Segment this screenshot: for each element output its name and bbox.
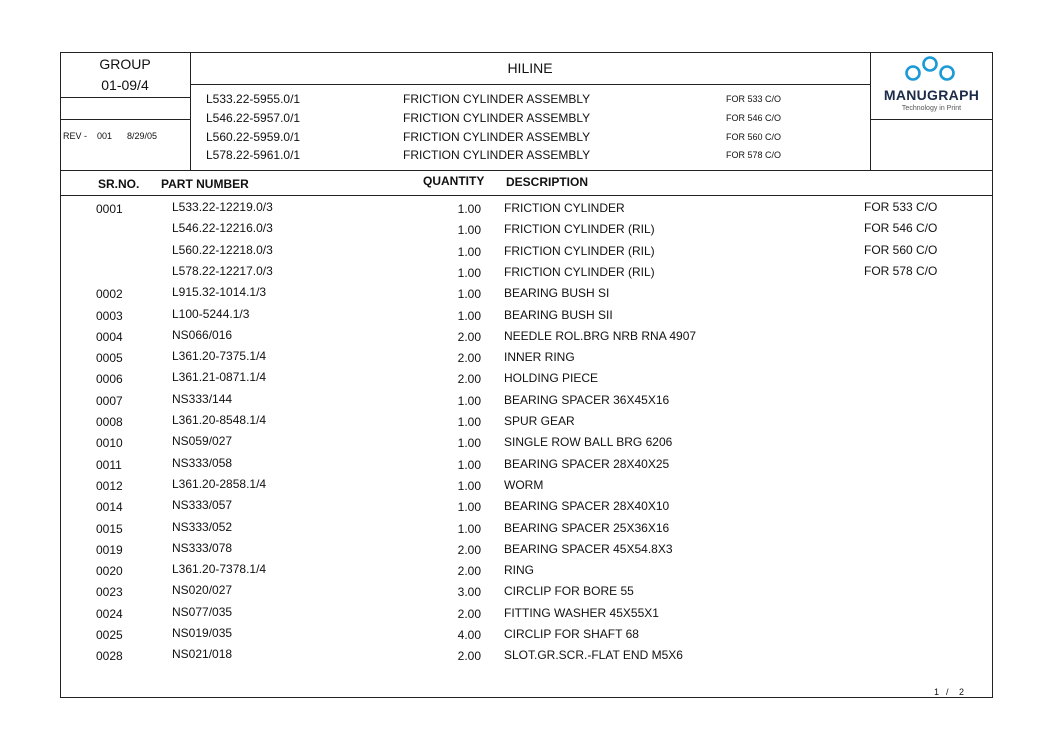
row-srno: 0015: [96, 521, 123, 536]
group-divider: [60, 97, 190, 98]
page-number: 1: [934, 687, 940, 697]
row-description: FRICTION CYLINDER: [504, 201, 625, 215]
page-separator: /: [946, 687, 949, 697]
row-part-number: L361.20-7378.1/4: [172, 562, 267, 577]
row-part-number: NS059/027: [172, 434, 233, 449]
row-quantity: 1.00: [457, 244, 481, 259]
row-description: SLOT.GR.SCR.-FLAT END M5X6: [504, 648, 683, 663]
row-part-number: NS333/078: [172, 540, 233, 555]
logo-tagline: Technology in Print: [901, 105, 962, 112]
row-part-number: NS020/027: [172, 583, 233, 598]
row-quantity: 1.00: [457, 308, 481, 323]
row-description: FRICTION CYLINDER (RIL): [504, 264, 655, 279]
row-part-number: NS333/144: [172, 391, 233, 406]
assembly-part: L578.22-5961.0/1: [206, 148, 301, 162]
column-header-divider: [60, 195, 993, 196]
row-quantity: 2.00: [457, 372, 481, 387]
rev-number: 001: [97, 131, 113, 141]
row-description: BEARING SPACER 28X40X10: [504, 499, 670, 514]
row-part-number: NS333/057: [172, 498, 233, 513]
assembly-description: FRICTION CYLINDER ASSEMBLY: [403, 111, 591, 125]
rev-divider: [60, 119, 190, 120]
row-srno: 0012: [96, 478, 123, 493]
row-srno: 0003: [96, 308, 123, 323]
row-quantity: 1.00: [457, 287, 481, 302]
row-srno: 0011: [96, 457, 122, 472]
row-part-number: NS019/035: [172, 626, 233, 640]
row-part-number: L533.22-12219.0/3: [172, 200, 273, 214]
assembly-note: FOR 546 C/O: [726, 113, 782, 123]
row-description: FITTING WASHER 45X55X1: [504, 605, 659, 620]
row-quantity: 1.00: [457, 223, 481, 238]
row-part-number: L546.22-12216.0/3: [172, 221, 273, 236]
row-description: FRICTION CYLINDER (RIL): [504, 222, 655, 237]
row-part-number: L560.22-12218.0/3: [172, 242, 273, 257]
group-code: 01-09/4: [101, 77, 149, 93]
row-quantity: 1.00: [457, 457, 481, 472]
row-description: SINGLE ROW BALL BRG 6206: [504, 435, 673, 450]
row-srno: 0020: [96, 564, 123, 579]
logo-divider: [870, 119, 993, 120]
row-srno: 0001: [96, 202, 123, 216]
row-quantity: 1.00: [457, 393, 481, 408]
row-note: FOR 533 C/O: [864, 200, 938, 214]
row-srno: 0005: [96, 351, 123, 366]
row-quantity: 1.00: [457, 415, 481, 429]
row-quantity: 1.00: [457, 500, 481, 515]
logo-brand: MANUGRAPH: [883, 87, 980, 103]
row-part-number: L100-5244.1/3: [172, 306, 250, 321]
row-srno: 0007: [96, 393, 123, 408]
row-srno: 0014: [96, 500, 123, 515]
row-description: CIRCLIP FOR BORE 55: [504, 584, 634, 599]
row-quantity: 2.00: [457, 329, 481, 344]
row-note: FOR 560 C/O: [864, 242, 938, 257]
row-quantity: 1.00: [457, 521, 481, 536]
row-part-number: L361.20-8548.1/4: [172, 413, 267, 427]
row-description: INNER RING: [504, 350, 575, 365]
col-header-qty: QUANTITY: [423, 174, 485, 188]
row-quantity: 1.00: [457, 436, 481, 451]
row-part-number: NS333/052: [172, 519, 233, 534]
row-srno: 0023: [96, 585, 123, 600]
group-label: GROUP: [99, 56, 151, 72]
row-description: NEEDLE ROL.BRG NRB RNA 4907: [504, 328, 697, 343]
logo-mark-icon: [871, 53, 992, 87]
row-part-number: L361.20-2858.1/4: [172, 476, 267, 491]
row-part-number: NS021/018: [172, 647, 233, 662]
assembly-part: L533.22-5955.0/1: [206, 92, 301, 106]
row-quantity: 2.00: [457, 606, 481, 621]
row-srno: 0004: [96, 329, 123, 344]
row-quantity: 2.00: [457, 351, 481, 366]
row-quantity: 2.00: [457, 649, 481, 664]
row-quantity: 4.00: [457, 628, 481, 642]
row-srno: 0019: [96, 542, 123, 557]
row-description: WORM: [504, 477, 544, 492]
row-quantity: 3.00: [457, 585, 481, 600]
assembly-note: FOR 560 C/O: [726, 132, 782, 142]
header-divider-bottom: [60, 170, 993, 171]
assembly-note: FOR 578 C/O: [726, 150, 782, 160]
header-divider-top: [190, 84, 870, 85]
row-quantity: 2.00: [457, 564, 481, 579]
row-srno: 0006: [96, 372, 123, 387]
row-srno: 0024: [96, 606, 123, 621]
row-description: BEARING SPACER 25X36X16: [504, 520, 670, 535]
row-part-number: L361.21-0871.1/4: [172, 370, 267, 385]
row-part-number: NS333/058: [172, 455, 233, 470]
row-note: FOR 546 C/O: [864, 221, 938, 236]
row-description: CIRCLIP FOR SHAFT 68: [504, 627, 639, 641]
row-description: BEARING SPACER 36X45X16: [504, 392, 670, 407]
assembly-note: FOR 533 C/O: [726, 94, 782, 104]
row-quantity: 1.00: [457, 265, 481, 280]
rev-date: 8/29/05: [127, 131, 158, 141]
row-srno: 0008: [96, 415, 123, 429]
manugraph-logo: [871, 53, 992, 119]
row-part-number: NS066/016: [172, 327, 233, 342]
assembly-description: FRICTION CYLINDER ASSEMBLY: [403, 148, 591, 162]
row-description: FRICTION CYLINDER (RIL): [504, 243, 655, 258]
col-header-desc: DESCRIPTION: [506, 175, 589, 189]
assembly-description: FRICTION CYLINDER ASSEMBLY: [403, 130, 591, 144]
row-srno: 0025: [96, 628, 123, 642]
row-quantity: 2.00: [457, 542, 481, 557]
row-part-number: L361.20-7375.1/4: [172, 349, 267, 364]
row-description: BEARING BUSH SII: [504, 307, 613, 322]
rev-label: REV -: [63, 131, 88, 141]
row-part-number: L915.32-1014.1/3: [172, 285, 267, 300]
row-srno: 0028: [96, 649, 123, 664]
assembly-description: FRICTION CYLINDER ASSEMBLY: [403, 92, 591, 106]
col-header-part: PART NUMBER: [161, 177, 249, 191]
row-srno: 0010: [96, 436, 123, 451]
row-part-number: NS077/035: [172, 604, 233, 619]
row-description: RING: [504, 563, 534, 578]
assembly-part: L546.22-5957.0/1: [206, 111, 301, 125]
row-description: HOLDING PIECE: [504, 371, 599, 386]
row-description: SPUR GEAR: [504, 414, 575, 428]
col-header-srno: SR.NO.: [98, 177, 140, 191]
row-description: BEARING SPACER 28X40X25: [504, 456, 670, 471]
product-title: HILINE: [507, 60, 553, 76]
row-note: FOR 578 C/O: [864, 263, 938, 278]
assembly-part: L560.22-5959.0/1: [206, 130, 301, 144]
row-quantity: 1.00: [457, 478, 481, 493]
row-description: BEARING SPACER 45X54.8X3: [504, 541, 673, 556]
row-quantity: 1.00: [457, 202, 481, 216]
row-part-number: L578.22-12217.0/3: [172, 263, 273, 278]
row-description: BEARING BUSH SI: [504, 286, 610, 301]
page-total: 2: [959, 687, 965, 697]
row-srno: 0002: [96, 287, 123, 302]
